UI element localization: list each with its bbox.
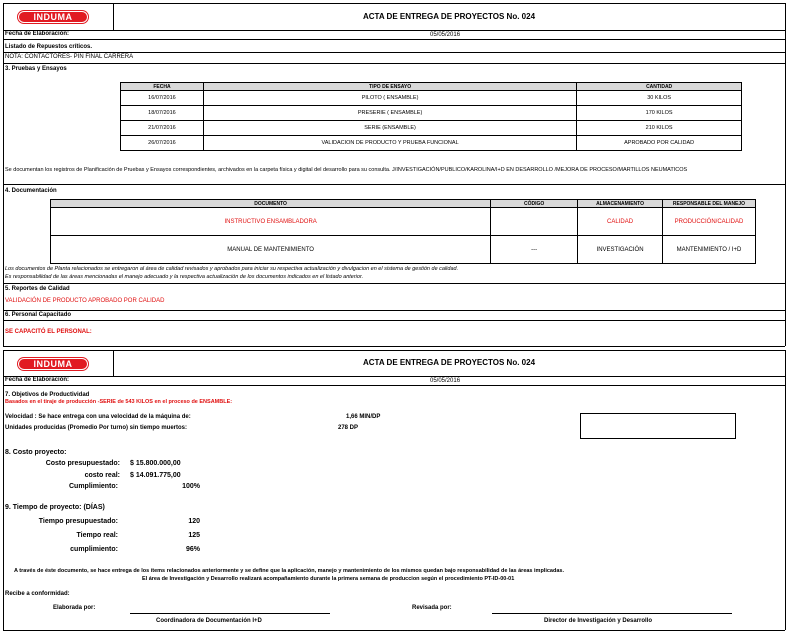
- fecha-label-2: Fecha de Elaboración:: [5, 377, 70, 383]
- section-3-heading: 3. Pruebas y Ensayos: [5, 66, 67, 72]
- costo-pres-label: Costo presupuestado:: [45, 460, 120, 467]
- costo-pres-value: $ 15.800.000,00: [130, 460, 181, 467]
- tiempo-pres-label: Tiempo presupuestado:: [38, 518, 118, 525]
- table-row: 18/07/2016 PRESERIE ( ENSAMBLE) 170 KILOS: [121, 106, 742, 121]
- velocidad-value: 1,66 MIN/DP: [346, 414, 381, 420]
- nota-text: NOTA: CONTACTORES- PIN FINAL CARRERA: [5, 54, 134, 60]
- section-5-text: VALIDACIÓN DE PRODUCTO APROBADO POR CALIDAD: [5, 298, 165, 304]
- section-4-heading: 4. Documentación: [5, 188, 57, 194]
- recibe-label: Recibe a conformidad:: [5, 591, 70, 597]
- signature-line-1: [130, 613, 330, 614]
- table-header-row: FECHA TIPO DE ENSAYO CANTIDAD: [121, 83, 742, 91]
- tiempo-real-label: Tiempo real:: [76, 532, 118, 539]
- docs-note-2: Es responsabilidad de las áreas mencionadas el manejo adecuado y la respectiva actualización de los documentos indicados en el listado anterior.: [5, 274, 364, 280]
- table-row: 26/07/2016 VALIDACION DE PRODUCTO Y PRUEBA FUNCIONAL APROBADO POR CALIDAD: [121, 136, 742, 151]
- border-right: [785, 3, 786, 346]
- fecha-value-2: 05/05/2016: [430, 378, 461, 384]
- induma-logo: INDUMA: [17, 357, 89, 371]
- section-5-heading: 5. Reportes de Calidad: [5, 286, 70, 292]
- section-7-heading: 7. Objetivos de Productividad: [5, 392, 90, 398]
- table-row: INSTRUCTIVO ENSAMBLADORA CALIDAD PRODUCCIÓN/CALIDAD: [51, 208, 756, 236]
- unidades-label: Unidades producidas (Promedio Por turno) sin tiempo muertos:: [5, 425, 188, 431]
- registro-note: Se documentan los registros de Planificación de Pruebas y Ensayos correspondientes, archivados en la carpeta física y digital del desarrollo para su consulta. J/INVESTIGACIÓN/PUBLICO/KAROLINA/I+D EN DESARROLLO /MEJORA DE PROCESO/MARTILLOS NEUMATICOS: [5, 167, 688, 173]
- listado-label: Listado de Repuestos críticos.: [5, 44, 93, 50]
- elaborada-label: Elaborada por:: [53, 605, 96, 611]
- section-9-heading: 9. Tiempo de proyecto: (DÍAS): [5, 504, 105, 511]
- cumplimiento2-value: 96%: [185, 546, 200, 553]
- empty-box: [580, 413, 736, 439]
- unidades-value: 278 DP: [338, 425, 359, 431]
- cumplimiento2-label: cumplimiento:: [70, 546, 118, 553]
- final-text-2: El área de Investigación y Desarrollo realizará acompañamiento durante la primera semana de produccion según el procedimiento PT-ID-00-01: [142, 576, 515, 582]
- cumplimiento-label: Cumplimiento:: [69, 483, 118, 490]
- page-title: ACTA DE ENTREGA DE PROYECTOS No. 024: [362, 12, 536, 21]
- table-header-row: DOCUMENTO CÓDIGO ALMACENAMIENTO RESPONSABLE DEL MANEJO: [51, 200, 756, 208]
- fecha-value: 05/05/2016: [430, 32, 461, 38]
- section-7-text: Basados en el tiraje de producción -SERIE de 543 KILOS en el proceso de ENSAMBLE:: [5, 399, 233, 405]
- tiempo-pres-value: 120: [188, 518, 200, 525]
- table-row: 16/07/2016 PILOTO ( ENSAMBLE) 30 KILOS: [121, 91, 742, 106]
- cumplimiento-value: 100%: [182, 483, 200, 490]
- final-text-1: A través de éste documento, se hace entrega de los ítems relacionados anteriormente y se define que la aplicación, manejo y mantenimiento de los mismos quedan bajo responsabilidad de las áreas implicadas.: [14, 568, 564, 574]
- induma-logo: INDUMA: [17, 10, 89, 24]
- revisada-label: Revisada por:: [412, 605, 452, 611]
- tiempo-real-value: 125: [188, 532, 200, 539]
- section-6-text: SE CAPACITÓ EL PERSONAL:: [5, 329, 92, 335]
- pruebas-table: [120, 82, 742, 151]
- section-6-heading: 6. Personal Capacitado: [5, 312, 72, 318]
- documentos-table: [50, 199, 756, 264]
- border-left: [3, 3, 4, 346]
- border-top: [3, 3, 785, 4]
- velocidad-label: Velocidad : Se hace entrega con una velocidad de la máquina de:: [5, 414, 191, 420]
- docs-note-1: Los documentos de Planta relacionados se entregaron al área de calidad revisados y aprobados para iniciar su respectiva actualización y divulgacion en el sistema de gestión de calidad.: [5, 266, 459, 272]
- costo-real-label: costo real:: [84, 472, 120, 479]
- fecha-label: Fecha de Elaboración:: [5, 31, 70, 37]
- table-row: 21/07/2016 SERIE (ENSAMBLE) 210 KILOS: [121, 121, 742, 136]
- coordinadora-label: Coordinadora de Documentación I+D: [156, 618, 262, 624]
- director-label: Director de Investigación y Desarrollo: [544, 618, 653, 624]
- table-row: MANUAL DE MANTENIMIENTO --- INVESTIGACIÓN MANTENIMIENTO / I+D: [51, 236, 756, 264]
- page-title-2: ACTA DE ENTREGA DE PROYECTOS No. 024: [362, 358, 536, 367]
- signature-line-2: [492, 613, 732, 614]
- costo-real-value: $ 14.091.775,00: [130, 472, 181, 479]
- section-8-heading: 8. Costo proyecto:: [5, 449, 67, 456]
